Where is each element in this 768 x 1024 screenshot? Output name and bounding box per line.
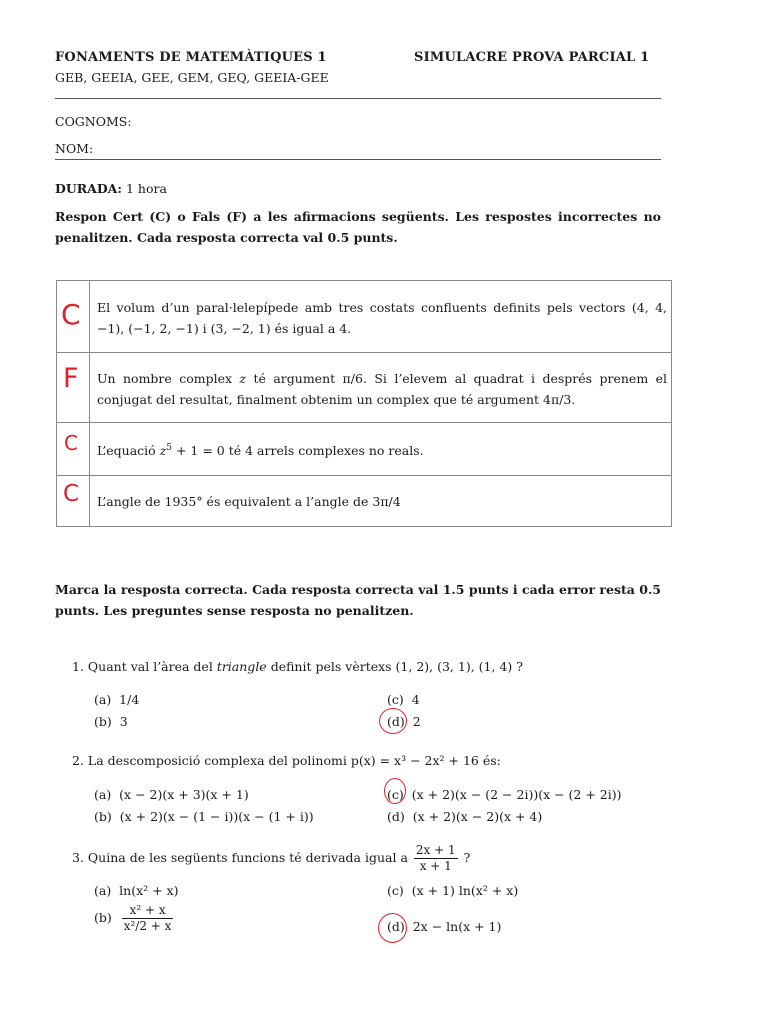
- q1-option-b: (b) 3: [94, 714, 128, 729]
- statement-4: L’angle de 1935° és equivalent a l’angle de 3π/4: [97, 494, 401, 509]
- q3-option-d: (d) 2x − ln(x + 1): [387, 919, 502, 934]
- question-3: 3. Quina de les següents funcions té derivada igual a $\frac{2x + 1}{x + 1}$ ?: [72, 843, 471, 873]
- q1-option-d: (d) 2: [387, 714, 421, 729]
- q2-option-b: (b) (x + 2)(x − (1 − i))(x − (1 + i)): [94, 809, 314, 824]
- q2-option-d: (d) (x + 2)(x − 2)(x + 4): [387, 809, 543, 824]
- row-divider: [57, 422, 671, 423]
- q3-option-b-fraction: $\frac{\text{x² + x}}{\text{x²/2 + x}}$: [123, 903, 172, 933]
- section1-instructions: Respon Cert (C) o Fals (F) a les afirmacions següents. Les respostes incorrectes no penalitzen. Cada resposta correcta val 0.5 punts.: [55, 209, 661, 245]
- handwritten-answer-4: C: [63, 481, 80, 507]
- course-title: FONAMENTS DE MATEMÀTIQUES 1: [55, 50, 327, 65]
- header-rule: [55, 98, 661, 99]
- q3-option-a: (a) ln(x² + x): [94, 883, 179, 898]
- q3-option-b: (b) $\frac{\text{x² + x}}{\text{x²/2 + x}}$: [94, 903, 172, 933]
- q1-answer-circle: [379, 708, 407, 734]
- q1-option-a: (a) 1/4: [94, 692, 140, 707]
- name-label: NOM:: [55, 141, 94, 156]
- section2-instructions: Marca la resposta correcta. Cada resposta correcta val 1.5 punts i cada error resta 0.5 punts. Les preguntes sense resposta no penalitzen.: [55, 582, 661, 618]
- handwritten-answer-1: C: [61, 298, 81, 331]
- q3-answer-circle: [378, 913, 407, 943]
- q2-answer-circle: [384, 778, 406, 804]
- statement-3: L’equació $z^5 + 1 = 0$ té 4 arrels complexes no reals.: [97, 443, 424, 459]
- handwritten-answer-3: C: [64, 431, 78, 455]
- handwritten-answer-2: F: [63, 363, 79, 394]
- form-rule: [55, 159, 661, 160]
- q3-fraction: $\frac{2x + 1}{x + 1}$: [415, 843, 456, 873]
- q2-option-c: (c) (x + 2)(x − (2 − 2i))(x − (2 + 2i)): [387, 787, 622, 802]
- row-divider: [57, 352, 671, 353]
- true-false-table: [56, 280, 672, 527]
- statement-1: El volum d’un paral·lelepípede amb tres costats confluents definits pels vectors (4, 4, −1), (−1, 2, −1) i (3, −2, 1) és igual a 4.: [97, 300, 667, 336]
- duration-label: DURADA:: [55, 181, 122, 196]
- q3-option-c: (c) (x + 1) ln(x² + x): [387, 883, 519, 898]
- question-2: 2. La descomposició complexa del polinomi p(x) = x³ − 2x² + 16 és:: [72, 753, 501, 768]
- degree-list: GEB, GEEIA, GEE, GEM, GEQ, GEEIA-GEE: [55, 70, 329, 85]
- duration: [55, 181, 167, 196]
- exam-title: SIMULACRE PROVA PARCIAL 1: [414, 50, 650, 65]
- duration-value: 1 hora: [125, 181, 167, 196]
- question-1: 1. Quant val l’àrea del triangle definit pels vèrtexs (1, 2), (3, 1), (1, 4) ?: [72, 659, 523, 674]
- surname-label: COGNOMS:: [55, 114, 132, 129]
- q2-option-a: (a) (x − 2)(x + 3)(x + 1): [94, 787, 249, 802]
- q1-option-c: (c) 4: [387, 692, 420, 707]
- answer-column-divider: [89, 281, 90, 526]
- statement-2: Un nombre complex z té argument π/6. Si l’elevem al quadrat i després prenem el conjugat del resultat, finalment obtenim un complex que té argument 4π/3.: [97, 371, 667, 407]
- row-divider: [57, 475, 671, 476]
